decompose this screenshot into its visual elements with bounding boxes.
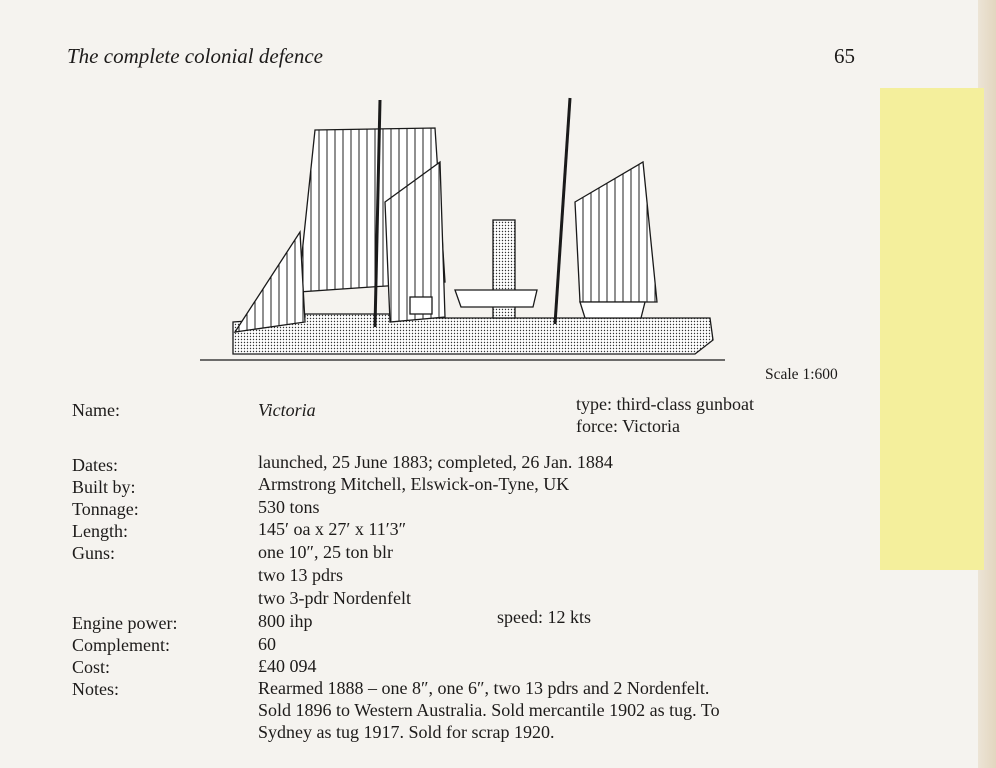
cost-label: Cost: (72, 657, 111, 677)
length-label: Length: (72, 521, 128, 541)
complement-value: 60 (258, 634, 276, 654)
notes-line: Rearmed 1888 – one 8″, one 6″, two 13 pdrs and 2 Nordenfelt. (258, 678, 710, 698)
type-value: type: third-class gunboat (576, 394, 754, 414)
built-value: Armstrong Mitchell, Elswick-on-Tyne, UK (258, 474, 570, 494)
built-label: Built by: (72, 477, 136, 497)
length-value: 145′ oa x 27′ x 11′3″ (258, 519, 407, 539)
notes-line: Sydney as tug 1917. Sold for scrap 1920. (258, 722, 555, 742)
page-number: 65 (834, 44, 855, 68)
ship-profile-drawing (195, 92, 735, 367)
complement-label: Complement: (72, 635, 170, 655)
force-value: force: Victoria (576, 416, 681, 436)
dates-value: launched, 25 June 1883; completed, 26 Jan. 1884 (258, 452, 613, 472)
running-title: The complete colonial defence (67, 44, 323, 68)
guns-label: Guns: (72, 543, 116, 563)
guns-value: two 3-pdr Nordenfelt (258, 588, 411, 608)
guns-value: one 10″, 25 ton blr (258, 542, 393, 562)
notes-label: Notes: (72, 679, 119, 699)
engine-value: 800 ihp (258, 611, 313, 631)
name-value: Victoria (258, 400, 316, 420)
tonnage-label: Tonnage: (72, 499, 139, 519)
scale-caption: Scale 1:600 (765, 366, 838, 383)
sticky-note (880, 88, 984, 570)
guns-value: two 13 pdrs (258, 565, 343, 585)
engine-label: Engine power: (72, 613, 178, 633)
name-label: Name: (72, 400, 120, 420)
speed-value: speed: 12 kts (497, 607, 591, 627)
tonnage-value: 530 tons (258, 497, 320, 517)
dates-label: Dates: (72, 455, 118, 475)
notes-line: Sold 1896 to Western Australia. Sold mercantile 1902 as tug. To (258, 700, 720, 720)
cost-value: £40 094 (258, 656, 317, 676)
